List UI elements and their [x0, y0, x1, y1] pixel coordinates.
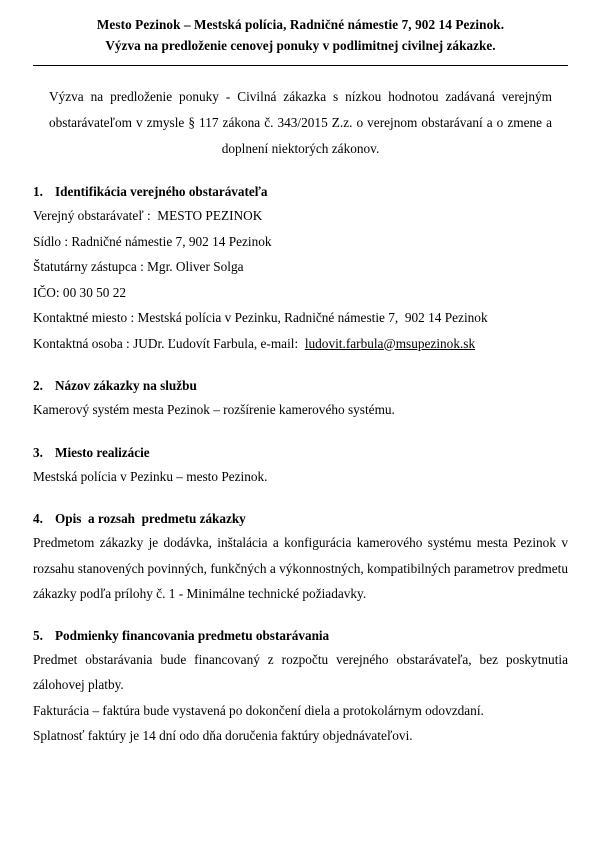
- section-1-number: 1.: [33, 184, 43, 199]
- section-2-number: 2.: [33, 378, 43, 393]
- section-4-heading-text: Opis a rozsah predmetu zákazky: [55, 511, 246, 526]
- section-3-number: 3.: [33, 444, 43, 460]
- section-2: [33, 374, 568, 423]
- section-3-heading: [33, 441, 568, 464]
- header-title-line-2: Výzva na predloženie cenovej ponuky v podlimitnej civilnej zákazke.: [105, 38, 496, 53]
- section-1: [33, 180, 568, 356]
- section-5-line-splatnost: Splatnosť faktúry je 14 dní odo dňa doručenia faktúry objednávateľovi.: [33, 728, 413, 743]
- section-4-heading: [33, 507, 568, 530]
- section-1-kontaktna-osoba-prefix: Kontaktná osoba : JUDr. Ľudovít Farbula, e-mail:: [33, 335, 305, 351]
- section-3: [33, 441, 568, 490]
- contact-email-link[interactable]: ludovit.farbula@msupezinok.sk: [304, 335, 476, 351]
- section-1-line-kontaktna-osoba: [33, 331, 568, 357]
- section-1-line-statutarny-zastupca: Štatutárny zástupca : Mgr. Oliver Solga: [33, 259, 244, 274]
- section-3-line-miesto: Mestská polícia v Pezinku – mesto Pezinok.: [33, 468, 268, 484]
- section-1-heading: [33, 180, 568, 203]
- section-5-line-fakturacia: Fakturácia – faktúra bude vystavená po dokončení diela a protokolárnym odovzdaní.: [33, 702, 484, 718]
- section-5-paragraph-financovanie: Predmet obstarávania bude financovaný z rozpočtu verejného obstarávateľa, bez poskytnutia zálohovej platby.: [33, 651, 568, 692]
- header-divider: [33, 65, 568, 66]
- document-header: [33, 14, 568, 56]
- section-1-line-sidlo: Sídlo : Radničné námestie 7, 902 14 Pezinok: [33, 233, 272, 249]
- section-4-paragraph: Predmetom zákazky je dodávka, inštalácia a konfigurácia kamerového systému mesta Pezinok v rozsahu stanovených povinných, funkčných a výkonnostných, kompatibilných parametrov predmetu zákazky podľa prílohy č. 1 - Minimálne technické požiadavky.: [33, 535, 568, 601]
- section-4-number: 4.: [33, 511, 43, 526]
- section-4: [33, 507, 568, 607]
- header-title-line-1: Mesto Pezinok – Mestská polícia, Radničné námestie 7, 902 14 Pezinok.: [96, 17, 505, 32]
- section-1-line-verejny-obstaravatel: Verejný obstarávateľ : MESTO PEZINOK: [33, 208, 263, 223]
- section-2-line-nazov: Kamerový systém mesta Pezinok – rozšírenie kamerového systému.: [33, 402, 395, 417]
- section-2-heading-text: Názov zákazky na službu: [55, 378, 197, 393]
- intro-paragraph: Výzva na predloženie ponuky - Civilná zákazka s nízkou hodnotou zadávaná verejným obstarávateľom v zmysle § 117 zákona č. 343/2015 Z.z. o verejnom obstarávaní a o zmene a doplnení niektorých zákonov.: [49, 89, 552, 156]
- section-1-line-kontaktne-miesto: Kontaktné miesto : Mestská polícia v Pezinku, Radničné námestie 7, 902 14 Pezinok: [33, 310, 488, 325]
- section-5-number: 5.: [33, 627, 43, 643]
- section-1-heading-text: Identifikácia verejného obstarávateľa: [55, 184, 268, 199]
- section-2-heading: [33, 374, 568, 397]
- section-5: [33, 624, 568, 749]
- section-5-heading-text: Podmienky financovania predmetu obstarávania: [55, 627, 330, 643]
- section-5-heading: [33, 624, 568, 647]
- section-1-line-ico: IČO: 00 30 50 22: [33, 284, 127, 300]
- section-3-heading-text: Miesto realizácie: [55, 444, 150, 460]
